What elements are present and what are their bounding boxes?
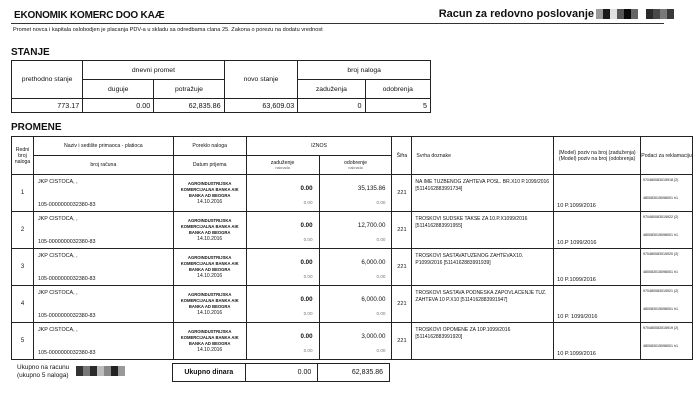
header-duguje: duguje [83, 80, 154, 99]
party-name: JKP CISTOCA, , [37, 327, 78, 333]
redaction-block [97, 366, 104, 376]
row-zaduzenje [246, 323, 319, 360]
header-odobrenje-naknada: naknada [348, 166, 363, 170]
value-odobrenja: 5 [365, 99, 430, 113]
row-reklamacija [641, 212, 693, 249]
receipt-date: 14.10.2016 [197, 310, 223, 316]
complaint-ref-b: 480083015098001 h1 [643, 196, 678, 200]
debit-amount: 0.00 [300, 222, 313, 229]
debit-amount: 0.00 [300, 296, 313, 303]
row-odobrenje [319, 249, 392, 286]
row-reklamacija [641, 323, 693, 360]
header-poziv-zaduzenja: (Model) poziv na broj (zaduženja) [558, 149, 636, 156]
row-number: 5 [12, 323, 34, 360]
origin-bank: AGROINDUSTRIJSKA KOMERCIJALNA BANKA AIK BANKA AD BEOGRA [180, 255, 239, 272]
credit-fee: 0.00 [376, 237, 386, 242]
party-name: JKP CISTOCA, , [37, 253, 78, 259]
complaint-ref-b: 480083015098001 h1 [643, 344, 678, 348]
header-broj-racuna: broj računa [33, 156, 173, 175]
row-zaduzenje [246, 249, 319, 286]
row-odobrenje [319, 286, 392, 323]
row-party [33, 175, 173, 212]
redaction-block [624, 9, 631, 19]
party-name: JKP CISTOCA, , [37, 290, 78, 296]
reference-number: 10.P 1099/2016 [557, 240, 597, 246]
credit-fee: 0.00 [376, 348, 386, 353]
party-account: 105-0000000032380-83 [37, 239, 96, 245]
reference-number: 10 P.1099/2016 [557, 351, 596, 357]
redaction-block [76, 366, 83, 376]
payment-purpose: TROSKOVI OPOMENE ZA 10P.1099/2016 [5114162883991920] [415, 327, 511, 340]
totals-table [172, 363, 390, 382]
header-zaduzenje-naknada: naknada [275, 166, 290, 170]
party-account: 105-0000000032380-83 [37, 350, 96, 356]
row-origin [173, 249, 246, 286]
header-zaduzenja: zaduženja [298, 80, 365, 99]
debit-fee: 0.00 [303, 311, 313, 316]
credit-amount: 6,000.00 [361, 296, 386, 303]
header-prethodno-stanje: prethodno stanje [12, 61, 83, 99]
header-reklamacija: Podaci za reklamaciju [641, 137, 693, 175]
row-svrha [412, 286, 554, 323]
account-title: Racun za redovno poslovanje [438, 8, 594, 20]
row-svrha [412, 212, 554, 249]
row-odobrenje [319, 323, 392, 360]
credit-fee: 0.00 [376, 200, 386, 205]
row-origin [173, 323, 246, 360]
redaction-block [83, 366, 90, 376]
row-zaduzenje [246, 175, 319, 212]
credit-amount: 12,700.00 [357, 222, 386, 229]
row-sifra: 221 [392, 323, 412, 360]
redaction-block [667, 9, 674, 19]
credit-fee: 0.00 [376, 274, 386, 279]
reference-number: 10 P.1099/2016 [557, 203, 596, 209]
redacted-account-suffix [646, 9, 674, 19]
header-datum-prijema: Datum prijema [173, 156, 246, 175]
reference-number: 10 P.1099/2016 [557, 277, 596, 283]
value-potrazuje: 62,835.86 [154, 99, 224, 113]
party-account: 105-0000000032380-83 [37, 202, 96, 208]
complaint-ref-a: 970480083015922 (2) [643, 215, 679, 219]
header-odobrenje [319, 156, 392, 175]
header-poziv-odobrenja: (Model) poziv na broj (odobrenja) [558, 155, 636, 162]
origin-bank: AGROINDUSTRIJSKA KOMERCIJALNA BANKA AIK BANKA AD BEOGRA [180, 329, 239, 346]
table-row [12, 249, 693, 286]
receipt-date: 14.10.2016 [197, 347, 223, 353]
value-prethodno-stanje: 773.17 [12, 99, 83, 113]
value-novo-stanje: 63,609.03 [224, 99, 298, 113]
total-label-line2: (ukupno 5 naloga) [17, 372, 69, 379]
header-odobrenja: odobrenja [365, 80, 430, 99]
value-zaduzenja: 0 [298, 99, 365, 113]
row-odobrenje [319, 212, 392, 249]
party-account: 105-0000000032380-83 [37, 276, 96, 282]
complaint-ref-a: 970480083015920 (2) [643, 252, 679, 256]
debit-fee: 0.00 [303, 237, 313, 242]
payment-purpose: TROSKOVI SASTAVATUZENOG ZAHTEVAX10. P1099/2016 [5114162883991939] [415, 253, 524, 266]
row-reklamacija [641, 175, 693, 212]
row-number: 4 [12, 286, 34, 323]
row-zaduzenje [246, 212, 319, 249]
vat-exemption-note: Promet novca i kapitala oslobodjen je placanja PDV-a u skladu sa odredbama clana 25. Zakona o porezu na dodatu vrednost [13, 27, 323, 33]
debit-amount: 0.00 [300, 185, 313, 192]
header-dnevni-promet: dnevni promet [83, 61, 224, 80]
credit-amount: 3,000.00 [361, 333, 386, 340]
payment-purpose: TROSKOVI SASTAVA PODNESKA ZAPOVLACENJE TUZ. ZAHTEVA 10 P.X10 [5114162883991947] [415, 290, 547, 303]
redaction-block [646, 9, 653, 19]
redacted-account-number [596, 9, 638, 19]
table-row [12, 175, 693, 212]
complaint-ref-a: 970480083015921 (2) [643, 289, 679, 293]
receipt-date: 14.10.2016 [197, 199, 223, 205]
payment-purpose: TROSKOVI SUDSKE TAKSE ZA 10.P.X1099/2016 [5114162883991955] [415, 216, 528, 229]
redaction-block [660, 9, 667, 19]
row-poziv [554, 286, 641, 323]
header-sifra: Šifra [392, 137, 412, 175]
debit-fee: 0.00 [303, 274, 313, 279]
complaint-ref-a: 970480083015919 (2) [643, 326, 679, 330]
debit-fee: 0.00 [303, 200, 313, 205]
header-naziv: Naziv i sedište primaoca - platioca [33, 137, 173, 156]
stanje-table [11, 60, 431, 113]
party-account: 105-0000000032380-83 [37, 313, 96, 319]
row-reklamacija [641, 249, 693, 286]
row-origin [173, 175, 246, 212]
origin-bank: AGROINDUSTRIJSKA KOMERCIJALNA BANKA AIK BANKA AD BEOGRA [180, 292, 239, 309]
receipt-date: 14.10.2016 [197, 236, 223, 242]
redaction-block [610, 9, 617, 19]
row-sifra: 221 [392, 212, 412, 249]
header-novo-stanje: novo stanje [224, 61, 298, 99]
complaint-ref-b: 480083015098001 h1 [643, 270, 678, 274]
complaint-ref-b: 480083015098001 h1 [643, 307, 678, 311]
complaint-ref-b: 480083015098001 h1 [643, 233, 678, 237]
redaction-block [111, 366, 118, 376]
row-number: 1 [12, 175, 34, 212]
row-party [33, 323, 173, 360]
header-poreklo: Poreklo naloga [173, 137, 246, 156]
header-iznos: IZNOS [246, 137, 392, 156]
header-odobrenje-label: odobrenje [343, 160, 368, 166]
row-number: 2 [12, 212, 34, 249]
debit-amount: 0.00 [300, 333, 313, 340]
row-poziv [554, 175, 641, 212]
complaint-ref-a: 970480083015918 (2) [643, 178, 679, 182]
reference-number: 10 P. 1099/2016 [557, 314, 598, 320]
row-party [33, 212, 173, 249]
table-row [12, 212, 693, 249]
row-poziv [554, 323, 641, 360]
stanje-title: STANJE [11, 47, 50, 58]
redaction-block [653, 9, 660, 19]
receipt-date: 14.10.2016 [197, 273, 223, 279]
total-label-line1: Ukupno na racunu [17, 364, 70, 371]
total-label [17, 364, 69, 380]
row-zaduzenje [246, 286, 319, 323]
row-origin [173, 286, 246, 323]
row-sifra: 221 [392, 175, 412, 212]
row-sifra: 221 [392, 286, 412, 323]
redacted-total-account [76, 366, 125, 376]
debit-fee: 0.00 [303, 348, 313, 353]
company-name: EKONOMIK KOMERC DOO KAÆ [14, 10, 165, 21]
total-dinara-label: Ukupno dinara [173, 364, 246, 382]
header-broj-naloga: broj naloga [298, 61, 431, 80]
redaction-block [104, 366, 111, 376]
row-svrha [412, 323, 554, 360]
header-redni-broj: Redni broj naloga [12, 137, 34, 175]
row-party [33, 249, 173, 286]
table-row [12, 286, 693, 323]
header-zaduzenje [246, 156, 319, 175]
credit-fee: 0.00 [376, 311, 386, 316]
page-header [11, 6, 664, 24]
party-name: JKP CISTOCA, , [37, 179, 78, 185]
redaction-block [118, 366, 125, 376]
header-zaduzenje-label: zaduženje [270, 160, 295, 166]
total-odobrenje: 62,835.86 [318, 364, 390, 382]
redaction-block [596, 9, 603, 19]
header-svrha: Svrha doznake [412, 137, 554, 175]
table-row [12, 323, 693, 360]
origin-bank: AGROINDUSTRIJSKA KOMERCIJALNA BANKA AIK BANKA AD BEOGRA [180, 181, 239, 198]
total-zaduzenje: 0.00 [245, 364, 318, 382]
value-duguje: 0.00 [83, 99, 154, 113]
credit-amount: 35,135.86 [357, 185, 386, 192]
header-poziv [554, 137, 641, 175]
redaction-block [90, 366, 97, 376]
redaction-block [603, 9, 610, 19]
promene-table [11, 136, 693, 360]
debit-amount: 0.00 [300, 259, 313, 266]
row-sifra: 221 [392, 249, 412, 286]
row-svrha [412, 175, 554, 212]
promene-title: PROMENE [11, 122, 62, 133]
row-svrha [412, 249, 554, 286]
row-party [33, 286, 173, 323]
row-poziv [554, 249, 641, 286]
payment-purpose: NA IME TUZBENOG ZAHTEVA POSL. BR.X10 P.1099/2016 [5114162883991734] [415, 179, 550, 192]
redaction-block [617, 9, 624, 19]
credit-amount: 6,000.00 [361, 259, 386, 266]
origin-bank: AGROINDUSTRIJSKA KOMERCIJALNA BANKA AIK BANKA AD BEOGRA [180, 218, 239, 235]
row-origin [173, 212, 246, 249]
row-number: 3 [12, 249, 34, 286]
row-reklamacija [641, 286, 693, 323]
redaction-block [631, 9, 638, 19]
party-name: JKP CISTOCA, , [37, 216, 78, 222]
row-poziv [554, 212, 641, 249]
row-odobrenje [319, 175, 392, 212]
header-potrazuje: potražuje [154, 80, 224, 99]
